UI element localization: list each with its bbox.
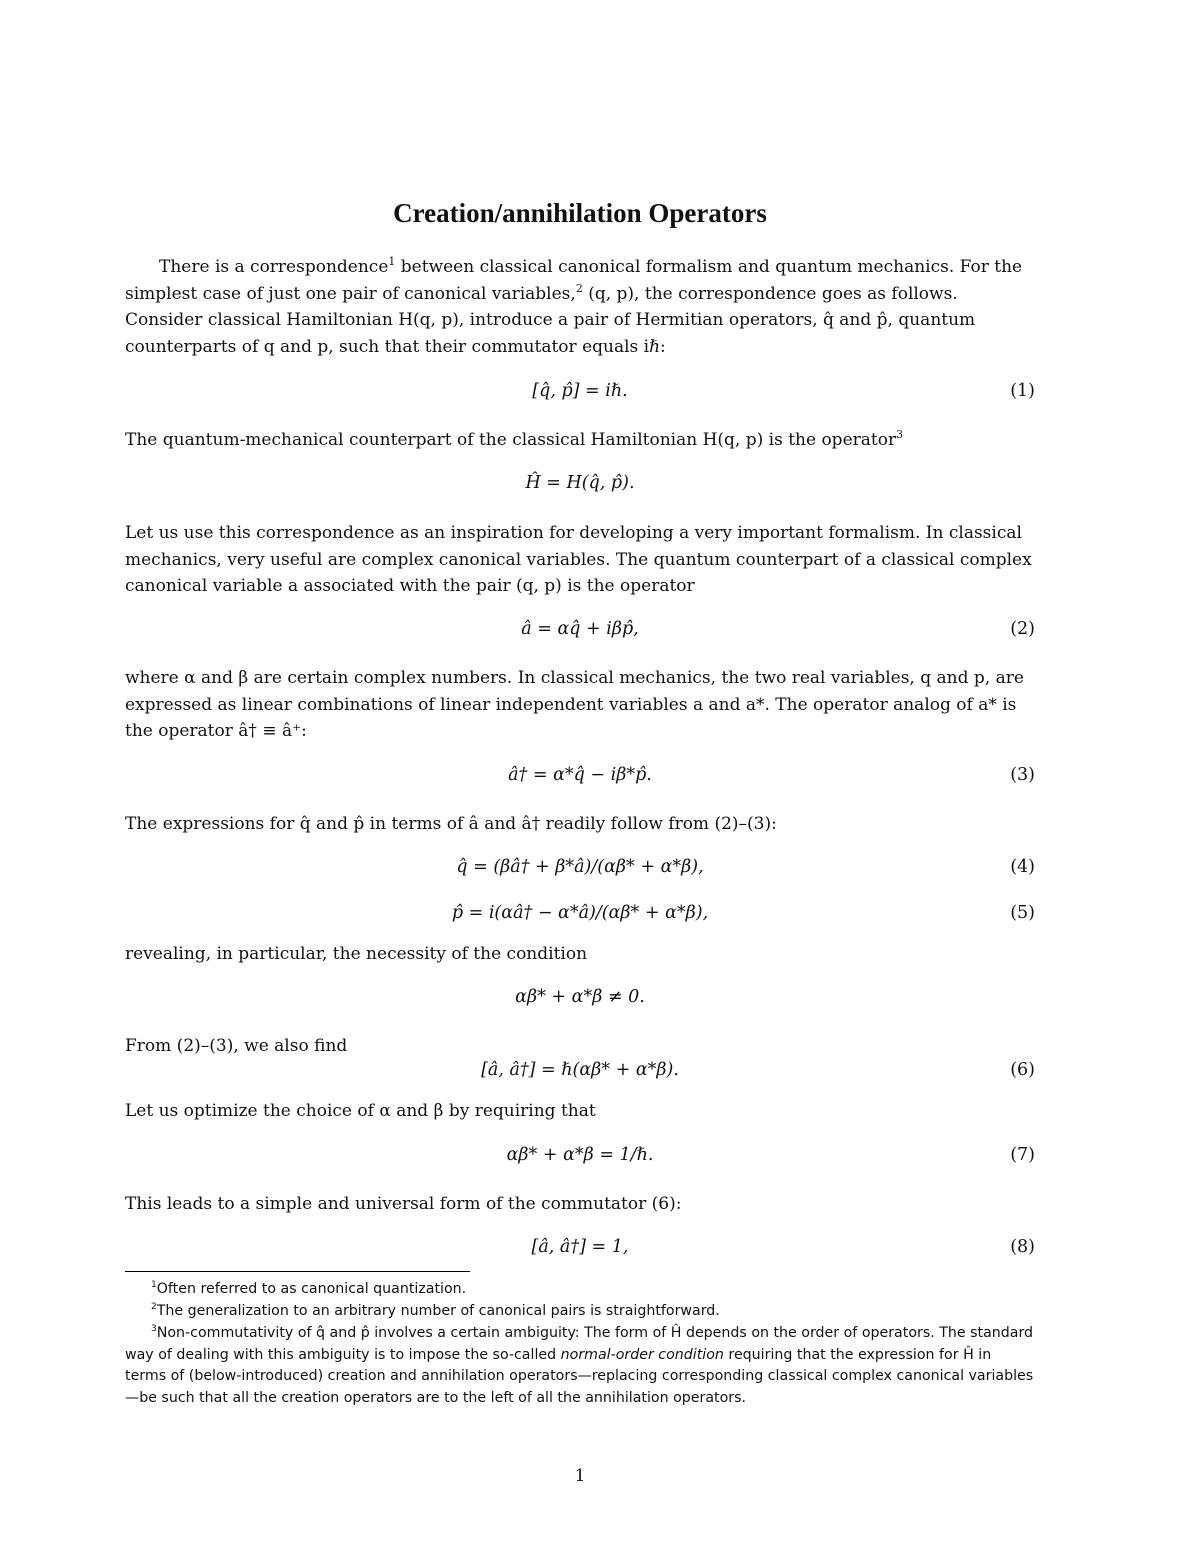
footnote-ref-1[interactable]: 1 (388, 255, 396, 268)
paragraph-from: From (2)–(3), we also find (125, 1036, 348, 1056)
footnote-mark: 1 (151, 1280, 157, 1290)
footnote-text: The generalization to an arbitrary number of canonical pairs is straightforward. (156, 1303, 720, 1319)
paragraph-optimize: Let us optimize the choice of α and β by requiring that (125, 1101, 596, 1121)
equation-body: q̂ = (βâ† + β*â)/(αβ* + α*β), (456, 857, 704, 877)
footnote-2 (125, 1301, 1035, 1323)
equation-number: (7) (1010, 1145, 1035, 1165)
footnote-text: Often referred to as canonical quantization. (156, 1281, 467, 1297)
equation-number: (1) (1010, 381, 1035, 401)
equation-number: (6) (1010, 1060, 1035, 1080)
paragraph-complex-variables: Let us use this correspondence as an inspiration for developing a very important formalism. In classical mechanics, very useful are complex canonical variables. The quantum counterpart of a classical complex canonical variable a associated with the pair (q, p) is the operator (125, 523, 1032, 596)
page-number: 1 (574, 1466, 586, 1486)
equation-number: (2) (1010, 619, 1035, 639)
equation-body: αβ* + α*β = 1/ℏ. (506, 1145, 654, 1165)
footnote-mark: 3 (151, 1324, 157, 1334)
equation-number: (4) (1010, 857, 1035, 877)
equation-body: â† = α*q̂ − iβ*p̂. (508, 765, 652, 785)
equation-number: (5) (1010, 903, 1035, 923)
equation-number: (3) (1010, 765, 1035, 785)
equation-3 (125, 765, 1035, 793)
footnote-3 (125, 1323, 1035, 1409)
footnote-mark: 2 (151, 1302, 157, 1312)
equation-6 (125, 1060, 1035, 1088)
equation-number: (8) (1010, 1237, 1035, 1257)
text: The quantum-mechanical counterpart of the classical Hamiltonian H(q, p) is the operator (125, 430, 897, 450)
equation-4 (125, 857, 1035, 885)
equation-hamiltonian (125, 473, 1035, 501)
paragraph-universal: This leads to a simple and universal form of the commutator (6): (125, 1194, 682, 1214)
text: There is a correspondence (159, 257, 389, 277)
footnote-1 (125, 1279, 1035, 1301)
equation-2 (125, 619, 1035, 647)
equation-body: p̂ = i(αâ† − α*â)/(αβ* + α*β), (451, 903, 709, 923)
equation-5 (125, 903, 1035, 931)
equation-body: [â, â†] = 1, (531, 1237, 629, 1257)
paragraph-expressions: The expressions for q̂ and p̂ in terms of â and â† readily follow from (2)–(3): (125, 814, 777, 834)
footnote-ref-2[interactable]: 2 (575, 281, 583, 295)
equation-body: αβ* + α*β ≠ 0. (515, 987, 645, 1007)
equation-7 (125, 1145, 1035, 1173)
text: between classical canonical formalism and quantum mechanics. For the simplest case of just one pair of canonical variables, (125, 257, 1023, 304)
equation-body: [q̂, p̂] = iℏ. (532, 381, 628, 401)
footnote-emphasis: normal-order condition (560, 1346, 724, 1363)
text: (q, p), the correspondence goes as follows. Consider classical Hamiltonian H(q, p), introduce a pair of Hermitian operators, q̂ and p̂, quantum counterparts of q and p, such that their commutator equals iℏ: (125, 283, 976, 357)
footnote-rule (125, 1271, 470, 1272)
page-title: Creation/annihilation Operators (393, 198, 767, 228)
equation-body: Ĥ = H(q̂, p̂). (525, 473, 635, 493)
equation-8 (125, 1237, 1035, 1265)
paragraph-revealing: revealing, in particular, the necessity of the condition (125, 944, 588, 964)
equation-body: [â, â†] = ℏ(αβ* + α*β). (481, 1060, 679, 1080)
footnote-text: requiring that the expression for Ĥ in terms of (below-introduced) creation and annihilation operators—replacing corresponding classical complex canonical variables—be such that all the creation operators are to the left of all the annihilation operators. (125, 1346, 1034, 1406)
paragraph-alpha-beta: where α and β are certain complex numbers. In classical mechanics, the two real variables, q and p, are expressed as linear combinations of linear independent variables a and a*. The operator analog of a* is the operator â† ≡ â⁺: (125, 668, 1024, 741)
equation-condition (125, 987, 1035, 1015)
paragraph-hamiltonian (125, 427, 1035, 454)
equation-1 (125, 381, 1035, 409)
paragraph-intro (125, 254, 1035, 360)
footnote-ref-3[interactable]: 3 (896, 428, 904, 441)
footnote-text: Non-commutativity of q̂ and p̂ involves a certain ambiguity: The form of Ĥ depends on the order of operators. The standard way of dealing with this ambiguity is to impose the so-called (125, 1325, 1034, 1363)
equation-body: â = αq̂ + iβp̂, (521, 619, 639, 639)
